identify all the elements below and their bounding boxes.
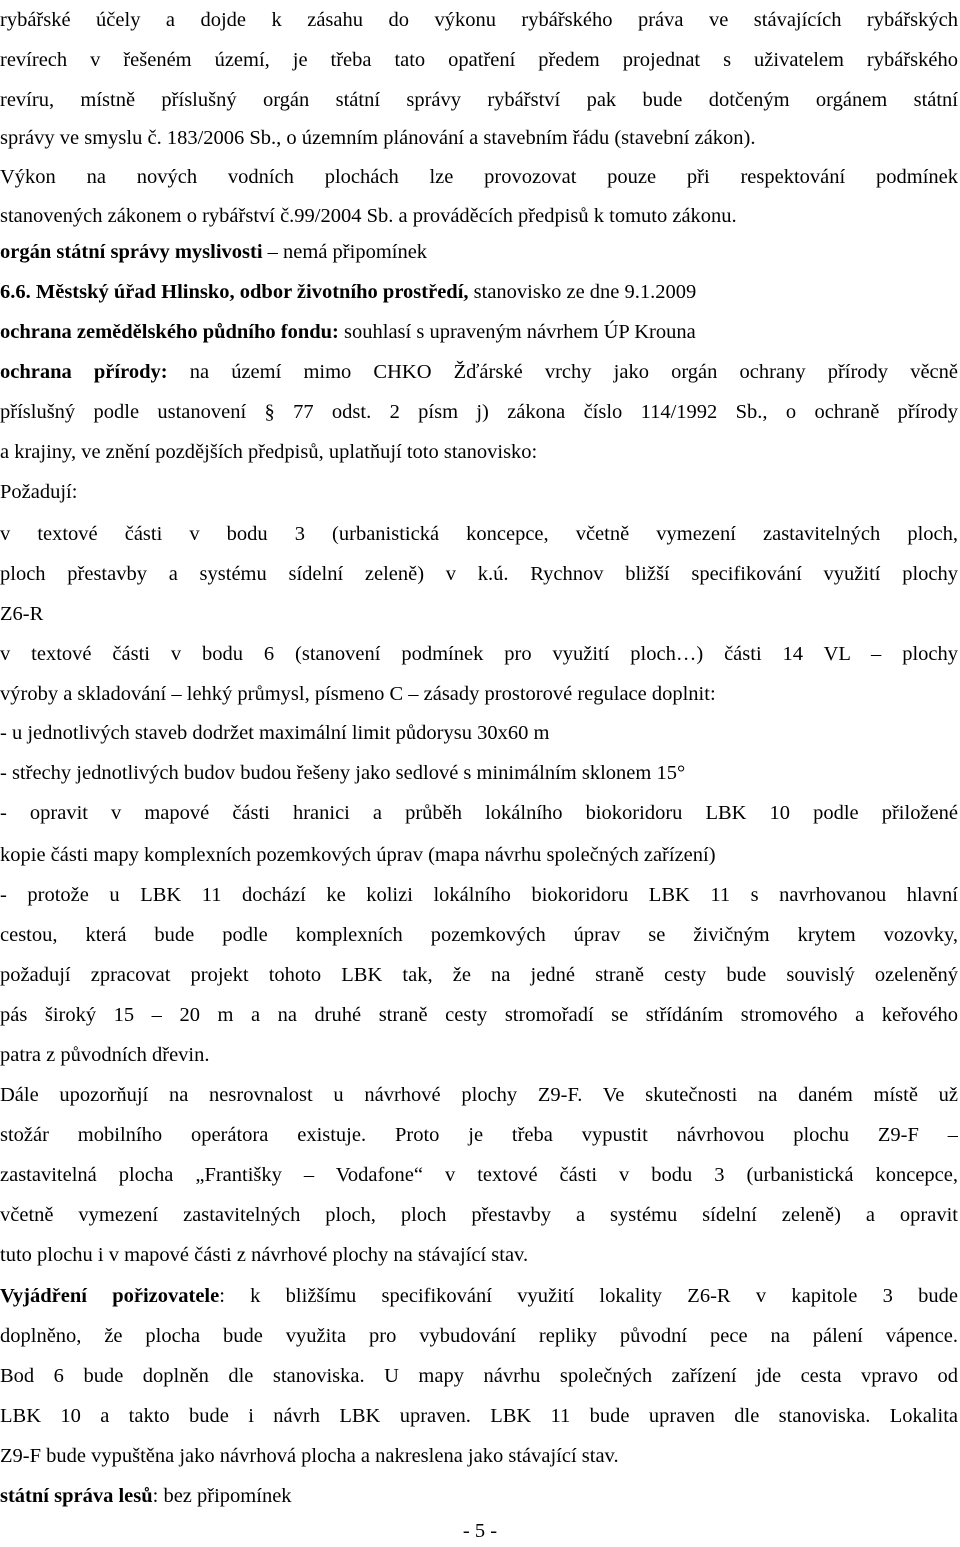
text-line: stožár mobilního operátora existuje. Proto je třeba vypustit návrhovou plochu Z9-F – bbox=[0, 1124, 958, 1146]
section-line-ochrana-prirody bbox=[0, 352, 958, 392]
text-line: příslušný podle ustanovení § 77 odst. 2 písm j) zákona číslo 114/1992 Sb., o ochraně přírody bbox=[0, 401, 958, 423]
section-text: souhlasí s upraveným návrhem ÚP Krouna bbox=[338, 321, 696, 343]
text-line: ploch přestavby a systému sídelní zeleně) v k.ú. Rychnov bližší specifikování využití plochy bbox=[0, 563, 958, 585]
section-heading: ochrana zemědělského půdního fondu: bbox=[0, 321, 339, 343]
text-line: patra z původních dřevin. bbox=[0, 1044, 210, 1066]
section-heading: orgán státní správy myslivosti bbox=[0, 241, 263, 263]
section-text: – nemá připomínek bbox=[262, 241, 428, 263]
text-line: výroby a skladování – lehký průmysl, písmeno C – zásady prostorové regulace doplnit: bbox=[0, 683, 716, 705]
list-item: - u jednotlivých staveb dodržet maximální limit půdorysu 30x60 m bbox=[0, 722, 550, 744]
section-heading: Vyjádření pořizovatele bbox=[0, 1285, 220, 1307]
text-line: v textové části v bodu 3 (urbanistická koncepce, včetně vymezení zastavitelných ploch, bbox=[0, 523, 958, 545]
section-line-lesy bbox=[0, 1476, 958, 1516]
text-line: Dále upozorňují na nesrovnalost u návrhové plochy Z9-F. Ve skutečnosti na daném místě už bbox=[0, 1084, 958, 1106]
page-number: - 5 - bbox=[462, 1520, 498, 1542]
text-line: Z6-R bbox=[0, 603, 44, 625]
section-heading: státní správa lesů bbox=[0, 1485, 153, 1507]
text-line: kopie části mapy komplexních pozemkových úprav (mapa návrhu společných zařízení) bbox=[0, 844, 716, 866]
section-text: na území mimo CHKO Žďárské vrchy jako orgán ochrany přírody věcně bbox=[167, 361, 958, 383]
list-item: - střechy jednotlivých budov budou řešeny jako sedlové s minimálním sklonem 15° bbox=[0, 762, 686, 784]
section-text: : bez připomínek bbox=[152, 1485, 292, 1507]
text-line: a krajiny, ve znění pozdějších předpisů, uplatňují toto stanovisko: bbox=[0, 441, 538, 463]
text-line: revírech v řešeném území, je třeba tato opatření předem projednat s uživatelem rybářského bbox=[0, 49, 958, 71]
section-line-porizovatel bbox=[0, 1276, 958, 1316]
text-line: doplněno, že plocha bude využita pro vybudování repliky původní pece na pálení vápence. bbox=[0, 1325, 958, 1347]
text-line: zastavitelná plocha „Františky – Vodafone“ v textové části v bodu 3 (urbanistická koncepce, bbox=[0, 1164, 958, 1186]
list-item: - protože u LBK 11 dochází ke kolizi lokálního biokoridoru LBK 11 s navrhovanou hlavní bbox=[0, 884, 958, 906]
text-line: revíru, místně příslušný orgán státní správy rybářství pak bude dotčeným orgánem státní bbox=[0, 89, 958, 111]
text-line: LBK 10 a takto bude i návrh LBK upraven. LBK 11 bude upraven dle stanoviska. Lokalita bbox=[0, 1405, 958, 1427]
text-line: stanovených zákonem o rybářství č.99/2004 Sb. a prováděcích předpisů k tomuto zákonu. bbox=[0, 205, 737, 227]
section-line-hlinsko bbox=[0, 272, 958, 312]
text-line: v textové části v bodu 6 (stanovení podmínek pro využití ploch…) části 14 VL – plochy bbox=[0, 643, 958, 665]
section-line-myslivost bbox=[0, 232, 958, 272]
text-line: Z9-F bude vypuštěna jako návrhová plocha a nakreslena jako stávající stav. bbox=[0, 1445, 619, 1467]
section-line-zpf bbox=[0, 312, 958, 352]
section-text: stanovisko ze dne 9.1.2009 bbox=[468, 281, 697, 303]
text-line: Výkon na nových vodních plochách lze provozovat pouze při respektování podmínek bbox=[0, 166, 958, 188]
text-line: požadují zpracovat projekt tohoto LBK tak, že na jedné straně cesty bude souvislý ozeleněný bbox=[0, 964, 958, 986]
text-line: Požadují: bbox=[0, 481, 78, 503]
text-line: pás široký 15 – 20 m a na druhé straně cesty stromořadí se střídáním stromového a keřového bbox=[0, 1004, 958, 1026]
text-line: rybářské účely a dojde k zásahu do výkonu rybářského práva ve stávajících rybářských bbox=[0, 9, 958, 31]
section-text: : k bližšímu specifikování využití lokality Z6-R v kapitole 3 bude bbox=[219, 1285, 958, 1307]
text-line: včetně vymezení zastavitelných ploch, ploch přestavby a systému sídelní zeleně) a opravit bbox=[0, 1204, 958, 1226]
list-item: - opravit v mapové části hranici a průběh lokálního biokoridoru LBK 10 podle přiložené bbox=[0, 802, 958, 824]
section-heading: 6.6. Městský úřad Hlinsko, odbor životního prostředí, bbox=[0, 281, 469, 303]
text-line: cestou, která bude podle komplexních pozemkových úprav se živičným krytem vozovky, bbox=[0, 924, 958, 946]
section-heading: ochrana přírody: bbox=[0, 361, 168, 383]
text-line: Bod 6 bude doplněn dle stanoviska. U mapy návrhu společných zařízení jde cesta vpravo od bbox=[0, 1365, 958, 1387]
text-line: správy ve smyslu č. 183/2006 Sb., o územním plánování a stavebním řádu (stavební zákon). bbox=[0, 127, 756, 149]
text-line: tuto plochu i v mapové části z návrhové plochy na stávající stav. bbox=[0, 1244, 529, 1266]
